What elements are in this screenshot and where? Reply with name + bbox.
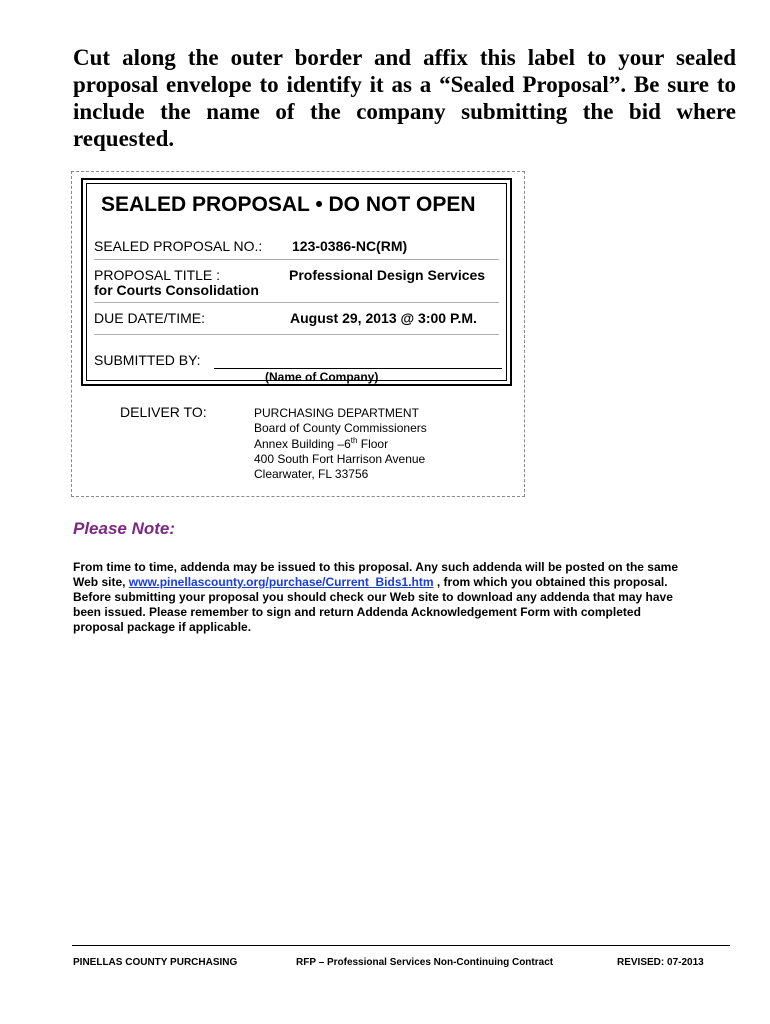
footer-right: REVISED: 07-2013 (617, 957, 704, 968)
sealed-proposal-label (81, 178, 512, 386)
bids-link[interactable]: www.pinellascounty.org/purchase/Current_Bids1.htm (128, 575, 434, 589)
address-board: Board of County Commissioners (254, 421, 427, 435)
address-building (254, 436, 388, 451)
due-date-value: August 29, 2013 @ 3:00 P.M. (290, 310, 477, 326)
address-city: Clearwater, FL 33756 (254, 467, 369, 481)
note-text-before: From time to time, addenda may be issued to this proposal. Any such addenda will be posted on the same Web site, (73, 560, 678, 589)
row-divider (94, 334, 499, 335)
address-building-ordinal: th (350, 436, 358, 445)
label-heading: SEALED PROPOSAL • DO NOT OPEN (101, 193, 476, 216)
instructions-paragraph: Cut along the outer border and affix this label to your sealed proposal envelope to identify it as a “Sealed Proposal”. Be sure to include the name of the company submitting the bid where requested. (73, 45, 736, 151)
company-name-line (214, 368, 502, 369)
proposal-title-label: PROPOSAL TITLE : (94, 267, 221, 283)
submitted-by-label: SUBMITTED BY: (94, 352, 201, 368)
note-heading: Please Note: (73, 519, 176, 538)
address-building-text: Annex Building –6 (254, 437, 351, 451)
note-text-after: , from which you obtained this proposal. Before submitting your proposal you should check our Web site to download any addenda that may have been issued. Please remember to sign and return Addenda Acknowledgement Form with completed proposal package if applicable. (73, 575, 673, 634)
due-date-label: DUE DATE/TIME: (94, 310, 205, 326)
proposal-no-value: 123-0386-NC(RM) (292, 238, 408, 254)
note-body (73, 560, 693, 635)
footer-center: RFP – Professional Services Non-Continuing Contract (296, 957, 554, 968)
address-street: 400 South Fort Harrison Avenue (254, 452, 426, 466)
address-building-floor: Floor (357, 437, 389, 451)
row-divider (94, 302, 499, 303)
address-department: PURCHASING DEPARTMENT (254, 406, 419, 420)
footer-left: PINELLAS COUNTY PURCHASING (73, 957, 238, 968)
footer-rule (72, 945, 730, 946)
proposal-title-continued: for Courts Consolidation (94, 282, 259, 298)
deliver-to-label: DELIVER TO: (120, 404, 207, 420)
proposal-no-label: SEALED PROPOSAL NO.: (94, 238, 263, 254)
proposal-title-value: Professional Design Services (289, 267, 486, 283)
label-inner-border (86, 183, 507, 384)
row-divider (94, 259, 499, 260)
company-name-caption: (Name of Company) (265, 370, 379, 384)
